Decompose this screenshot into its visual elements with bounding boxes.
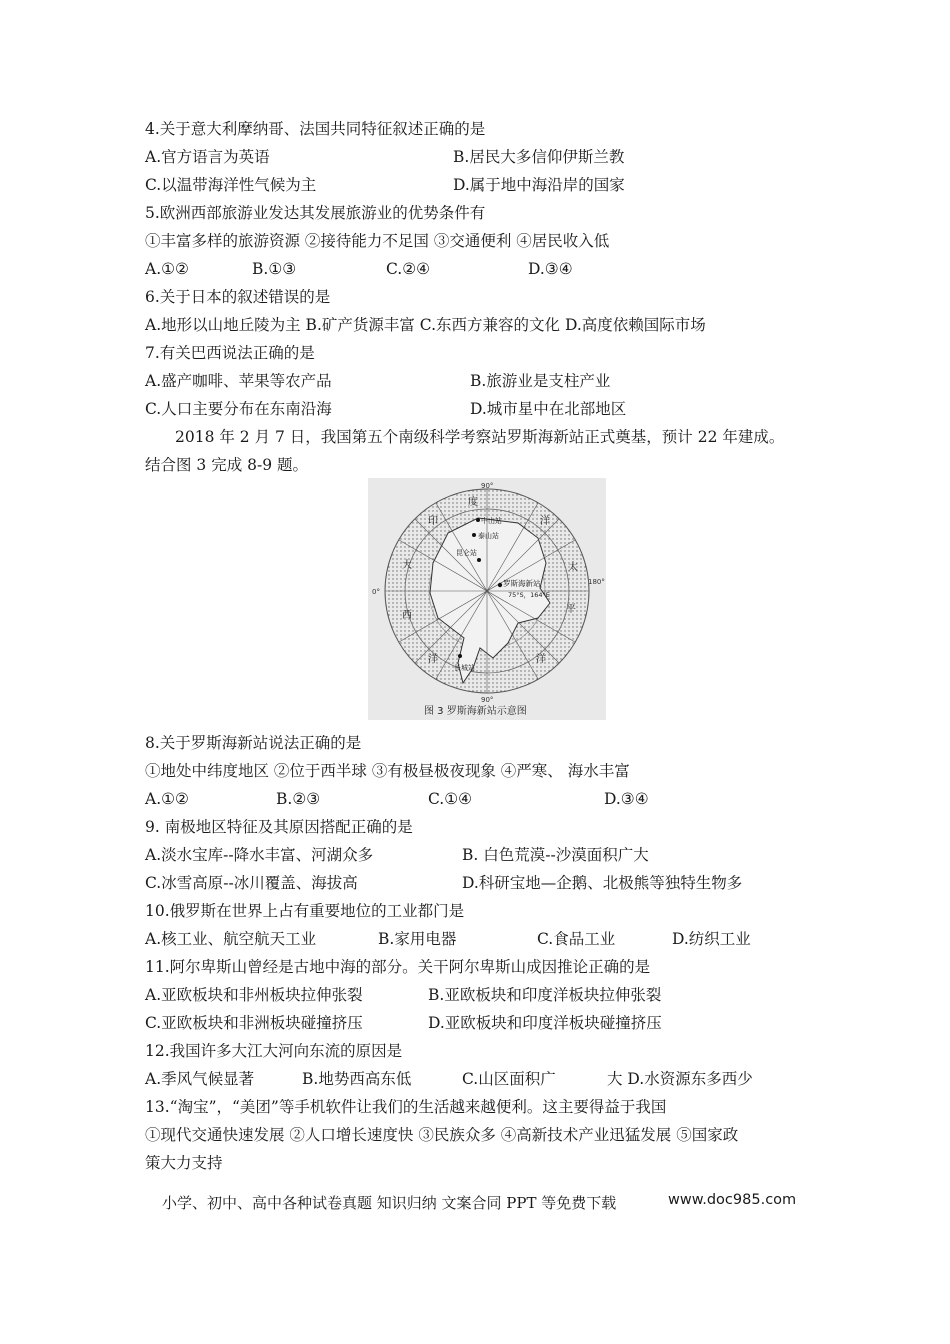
q13-items-line-2: 策大力支持 [145, 1154, 223, 1172]
figure-antarctica-map [368, 478, 606, 720]
q5-option-c: C.②④ [386, 260, 431, 278]
q8-stem: 8.关于罗斯海新站说法正确的是 [145, 734, 362, 752]
q9-stem: 9. 南极地区特征及其原因搭配正确的是 [145, 818, 413, 836]
q6-options: A.地形以山地丘陵为主 B.矿产货源丰富 C.东西方兼容的文化 D.高度依赖国际市场 [145, 316, 706, 334]
footer-url[interactable]: www.doc985.com [668, 1192, 797, 1208]
station-ross-sea: 罗斯海新站 [503, 579, 541, 588]
q11-option-a: A.亚欧板块和非州板块拉伸张裂 [145, 986, 363, 1004]
station-zhongshan: 中山站 [481, 517, 502, 525]
q12-stem: 12.我国许多大江大河向东流的原因是 [145, 1042, 403, 1060]
q12-option-a: A.季风气候显著 [145, 1070, 255, 1088]
ocean-label-4: 大 [402, 560, 412, 571]
q12-option-c: C.山区面积广 [462, 1070, 556, 1088]
station-ross-sea-coord: 75°S，164°E [508, 591, 550, 599]
q11-stem: 11.阿尔卑斯山曾经是古地中海的部分。关干阿尔卑斯山成因推论正确的是 [145, 958, 651, 976]
label-0: 0° [372, 588, 380, 596]
q7-option-c: C.人口主要分布在东南沿海 [145, 400, 332, 418]
q5-option-d: D.③④ [528, 260, 573, 278]
ocean-label-2: 印 [428, 516, 438, 527]
q5-option-a: A.①② [145, 260, 189, 278]
q10-option-b: B.家用电器 [378, 930, 457, 948]
antarctica-map-svg [368, 478, 606, 720]
q8-items: ①地处中纬度地区 ②位于西半球 ③有极昼极夜现象 ④严寒、 海水丰富 [145, 762, 630, 780]
q7-option-d: D.城市星中在北部地区 [470, 400, 627, 418]
q10-option-c: C.食品工业 [537, 930, 616, 948]
q4-option-b: B.居民大多信仰伊斯兰教 [453, 148, 625, 166]
passage-line-2: 结合图 3 完成 8-9 题。 [145, 456, 309, 474]
q9-option-c: C.冰雪高原--冰川覆盖、海拔高 [145, 874, 358, 892]
q8-option-a: A.①② [145, 790, 189, 808]
ocean-label-8: 洋 [428, 654, 438, 665]
q6-stem: 6.关于日本的叙述错误的是 [145, 288, 331, 306]
q8-option-b: B.②③ [276, 790, 321, 808]
q10-option-a: A.核工业、航空航天工业 [145, 930, 317, 948]
q9-option-d: D.科研宝地—企鹅、北极熊等独特生物多 [462, 874, 743, 892]
q13-stem: 13.“淘宝”，“美团”等手机软件让我们的生活越来越便利。这主要得益于我国 [145, 1098, 667, 1116]
q11-option-d: D.亚欧板块和印度洋板块碰撞挤压 [428, 1014, 662, 1032]
ocean-label-3: 洋 [540, 516, 550, 527]
ocean-label-5: 太 [568, 562, 578, 573]
q10-option-d: D.纺织工业 [672, 930, 751, 948]
ocean-label-6: 平 [566, 604, 576, 615]
station-kunlun: 昆仑站 [456, 549, 477, 557]
q9-option-b: B. 白色荒漠--沙漠面积广大 [462, 846, 649, 864]
q8-option-c: C.①④ [428, 790, 473, 808]
q7-option-a: A.盛产咖啡、苹果等农产品 [145, 372, 332, 390]
q10-stem: 10.俄罗斯在世界上占有重要地位的工业都门是 [145, 902, 465, 920]
q4-option-a: A.官方语言为英语 [145, 148, 270, 166]
footer-text: 小学、初中、高中各种试卷真题 知识归纳 文案合同 PPT 等免费下载 [162, 1194, 617, 1212]
q9-option-a: A.淡水宝库--降水丰富、河湖众多 [145, 846, 374, 864]
station-taishan: 泰山站 [478, 532, 499, 540]
label-180: 180° [588, 578, 605, 586]
ocean-label-1: 度 [468, 497, 478, 508]
label-90-bottom: 90° [481, 696, 494, 704]
q7-stem: 7.有关巴西说法正确的是 [145, 344, 315, 362]
label-90-top: 90° [481, 482, 494, 490]
q4-stem: 4.关于意大利摩纳哥、法国共同特征叙述正确的是 [145, 120, 486, 138]
figure-caption: 图 3 罗斯海新站示意图 [424, 706, 527, 717]
q4-option-c: C.以温带海洋性气候为主 [145, 176, 317, 194]
station-changcheng: 长城站 [454, 664, 475, 672]
page-footer [162, 1192, 797, 1213]
q11-option-b: B.亚欧板块和印度洋板块拉伸张裂 [428, 986, 662, 1004]
q4-option-d: D.属于地中海沿岸的国家 [453, 176, 625, 194]
ocean-label-9: 洋 [536, 654, 546, 665]
q5-items: ①丰富多样的旅游资源 ②接待能力不足国 ③交通便利 ④居民收入低 [145, 232, 610, 250]
q12-option-d: 大 D.水资源东多西少 [607, 1070, 753, 1088]
q5-stem: 5.欧洲西部旅游业发达其发展旅游业的优势条件有 [145, 204, 486, 222]
q12-option-b: B.地势西高东低 [302, 1070, 412, 1088]
q13-items-line-1: ①现代交通快速发展 ②人口增长速度快 ③民族众多 ④高新技术产业迅猛发展 ⑤国家政 [145, 1126, 739, 1144]
q5-option-b: B.①③ [252, 260, 297, 278]
q11-option-c: C.亚欧板块和非洲板块碰撞挤压 [145, 1014, 363, 1032]
passage-line-1: 2018 年 2 月 7 日，我国第五个南级科学考察站罗斯海新站正式奠基，预计 22 年建成。 [175, 428, 785, 446]
q7-option-b: B.旅游业是支柱产业 [470, 372, 611, 390]
q8-option-d: D.③④ [604, 790, 649, 808]
ocean-label-7: 西 [402, 610, 412, 621]
